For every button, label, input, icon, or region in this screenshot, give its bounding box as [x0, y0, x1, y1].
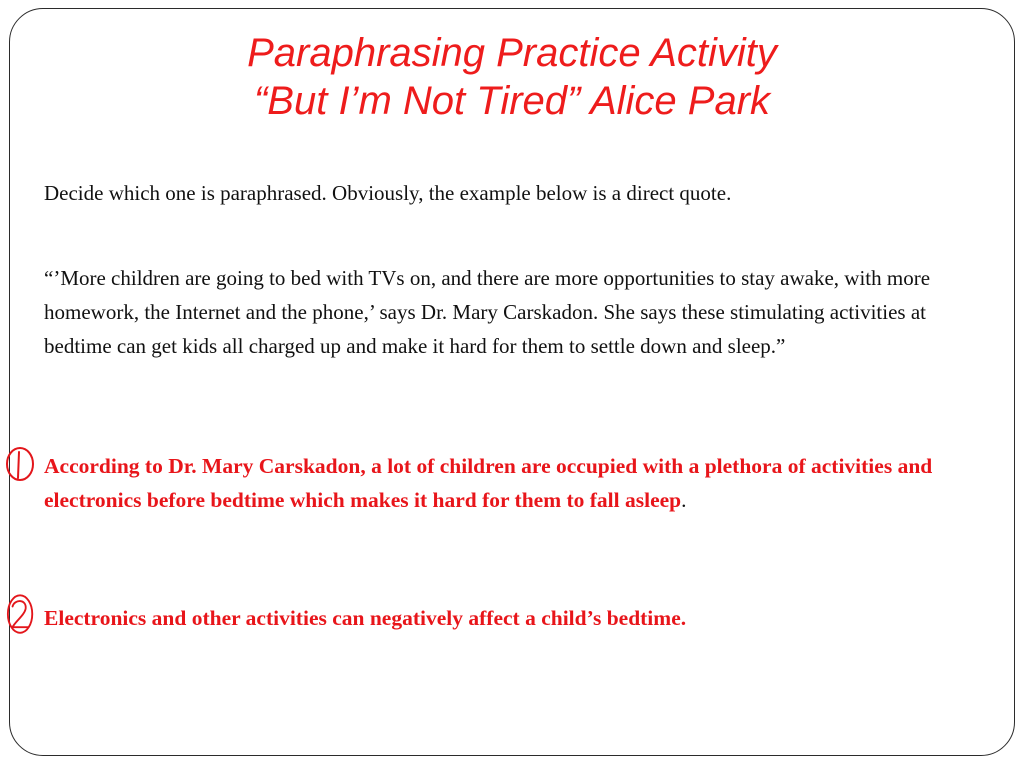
instructions-text: Decide which one is paraphrased. Obviously, the example below is a direct quote. — [44, 181, 732, 205]
title-line-1: Paraphrasing Practice Activity — [247, 31, 777, 75]
answer-option-2-text: Electronics and other activities can negatively affect a child’s bedtime. — [44, 606, 687, 630]
direct-quote: “’More children are going to bed with TVs on, and there are more opportunities to stay awake, with more homework, the Internet and the phone,’ says Dr. Mary Carskadon. She says these stimulating activities at bedtime can get kids all charged up and make it hard for them to settle down and sleep.” — [44, 266, 931, 358]
slide-title — [0, 29, 1024, 125]
answer-option-1-period: . — [681, 488, 687, 512]
handwritten-number-2-icon — [0, 584, 42, 644]
answer-option-1 — [44, 449, 944, 517]
answer-option-2 — [44, 601, 944, 635]
title-line-2: “But I’m Not Tired” Alice Park — [253, 79, 771, 123]
handwritten-number-1-icon — [0, 434, 42, 494]
answer-option-1-text: According to Dr. Mary Carskadon, a lot of children are occupied with a plethora of activities and electronics before bedtime which makes it hard for them to fall asleep — [44, 454, 933, 512]
